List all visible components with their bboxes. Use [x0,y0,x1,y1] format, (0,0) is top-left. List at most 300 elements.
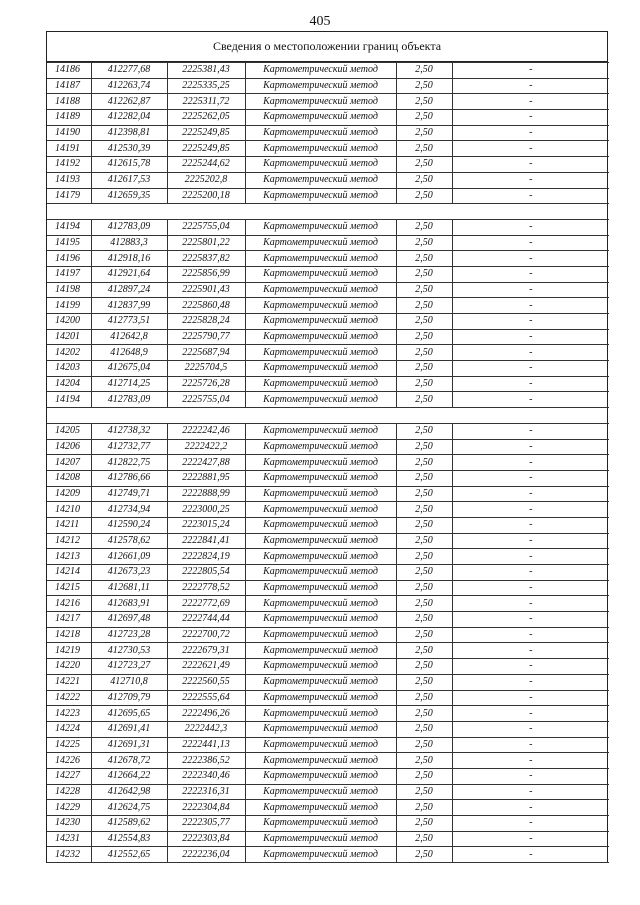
description-cell: - [452,392,609,408]
method-cell: Картометрический метод [245,455,396,471]
description-cell: - [452,533,609,549]
accuracy-cell: 2,50 [396,235,452,251]
table-row [47,219,609,235]
y-coordinate-cell: 2225381,43 [167,63,245,79]
point-number-cell: 14194 [47,392,91,408]
accuracy-cell: 2,50 [396,157,452,173]
point-number-cell: 14218 [47,627,91,643]
point-number-cell: 14223 [47,706,91,722]
x-coordinate-cell: 412783,09 [91,392,167,408]
y-coordinate-cell: 2222316,31 [167,784,245,800]
y-coordinate-cell: 2223000,25 [167,502,245,518]
y-coordinate-cell: 2222560,55 [167,674,245,690]
description-cell: - [452,188,609,204]
description-cell: - [452,345,609,361]
table-row [47,235,609,251]
point-number-cell: 14216 [47,596,91,612]
x-coordinate-cell: 412683,91 [91,596,167,612]
y-coordinate-cell: 2222841,41 [167,533,245,549]
method-cell: Картометрический метод [245,219,396,235]
x-coordinate-cell: 412661,09 [91,549,167,565]
description-cell: - [452,172,609,188]
point-number-cell: 14201 [47,329,91,345]
accuracy-cell: 2,50 [396,784,452,800]
x-coordinate-cell: 412398,81 [91,125,167,141]
table-row [47,188,609,204]
description-cell: - [452,376,609,392]
table-row [47,737,609,753]
description-cell: - [452,298,609,314]
point-number-cell: 14206 [47,439,91,455]
description-cell: - [452,78,609,94]
description-cell: - [452,831,609,847]
block-separator-row [47,204,609,220]
boundary-table-frame [46,31,608,863]
x-coordinate-cell: 412738,32 [91,423,167,439]
coordinates-table-body [47,63,609,863]
y-coordinate-cell: 2225755,04 [167,392,245,408]
y-coordinate-cell: 2225828,24 [167,314,245,330]
method-cell: Картометрический метод [245,392,396,408]
accuracy-cell: 2,50 [396,580,452,596]
point-number-cell: 14225 [47,737,91,753]
point-number-cell: 14205 [47,423,91,439]
y-coordinate-cell: 2225335,25 [167,78,245,94]
point-number-cell: 14200 [47,314,91,330]
y-coordinate-cell: 2222744,44 [167,612,245,628]
y-coordinate-cell: 2222700,72 [167,627,245,643]
y-coordinate-cell: 2222496,26 [167,706,245,722]
x-coordinate-cell: 412732,77 [91,439,167,455]
table-row [47,157,609,173]
accuracy-cell: 2,50 [396,94,452,110]
method-cell: Картометрический метод [245,376,396,392]
table-row [47,643,609,659]
table-row [47,847,609,863]
accuracy-cell: 2,50 [396,63,452,79]
x-coordinate-cell: 412675,04 [91,361,167,377]
x-coordinate-cell: 412710,8 [91,674,167,690]
point-number-cell: 14227 [47,768,91,784]
y-coordinate-cell: 2222305,77 [167,816,245,832]
table-row [47,392,609,408]
description-cell: - [452,659,609,675]
y-coordinate-cell: 2225249,85 [167,141,245,157]
method-cell: Картометрический метод [245,784,396,800]
accuracy-cell: 2,50 [396,141,452,157]
y-coordinate-cell: 2225790,77 [167,329,245,345]
description-cell: - [452,737,609,753]
point-number-cell: 14194 [47,219,91,235]
y-coordinate-cell: 2225856,99 [167,266,245,282]
table-row [47,831,609,847]
y-coordinate-cell: 2225202,8 [167,172,245,188]
method-cell: Картометрический метод [245,94,396,110]
y-coordinate-cell: 2222303,84 [167,831,245,847]
section-title: Сведения о местоположении границ объекта [47,32,607,62]
method-cell: Картометрический метод [245,643,396,659]
table-row [47,63,609,79]
accuracy-cell: 2,50 [396,643,452,659]
table-row [47,110,609,126]
point-number-cell: 14209 [47,486,91,502]
coordinates-table [47,62,609,863]
table-row [47,423,609,439]
description-cell: - [452,125,609,141]
point-number-cell: 14210 [47,502,91,518]
description-cell: - [452,612,609,628]
method-cell: Картометрический метод [245,549,396,565]
table-row [47,361,609,377]
point-number-cell: 14224 [47,721,91,737]
x-coordinate-cell: 412589,62 [91,816,167,832]
point-number-cell: 14211 [47,517,91,533]
table-row [47,690,609,706]
description-cell: - [452,753,609,769]
y-coordinate-cell: 2222824,19 [167,549,245,565]
table-row [47,659,609,675]
y-coordinate-cell: 2225726,28 [167,376,245,392]
y-coordinate-cell: 2222442,3 [167,721,245,737]
accuracy-cell: 2,50 [396,847,452,863]
method-cell: Картометрический метод [245,251,396,267]
description-cell: - [452,63,609,79]
method-cell: Картометрический метод [245,78,396,94]
point-number-cell: 14229 [47,800,91,816]
point-number-cell: 14199 [47,298,91,314]
description-cell: - [452,94,609,110]
point-number-cell: 14213 [47,549,91,565]
method-cell: Картометрический метод [245,314,396,330]
description-cell: - [452,282,609,298]
accuracy-cell: 2,50 [396,486,452,502]
table-row [47,549,609,565]
x-coordinate-cell: 412554,83 [91,831,167,847]
table-row [47,565,609,581]
point-number-cell: 14220 [47,659,91,675]
y-coordinate-cell: 2222441,13 [167,737,245,753]
x-coordinate-cell: 412262,87 [91,94,167,110]
point-number-cell: 14221 [47,674,91,690]
accuracy-cell: 2,50 [396,266,452,282]
point-number-cell: 14215 [47,580,91,596]
y-coordinate-cell: 2225801,22 [167,235,245,251]
table-row [47,627,609,643]
y-coordinate-cell: 2222427,88 [167,455,245,471]
y-coordinate-cell: 2222340,46 [167,768,245,784]
x-coordinate-cell: 412664,22 [91,768,167,784]
description-cell: - [452,235,609,251]
method-cell: Картометрический метод [245,423,396,439]
point-number-cell: 14214 [47,565,91,581]
table-row [47,298,609,314]
description-cell: - [452,439,609,455]
accuracy-cell: 2,50 [396,470,452,486]
table-row [47,784,609,800]
y-coordinate-cell: 2222304,84 [167,800,245,816]
point-number-cell: 14198 [47,282,91,298]
description-cell: - [452,627,609,643]
method-cell: Картометрический метод [245,816,396,832]
method-cell: Картометрический метод [245,188,396,204]
method-cell: Картометрический метод [245,125,396,141]
method-cell: Картометрический метод [245,596,396,612]
point-number-cell: 14179 [47,188,91,204]
table-row [47,376,609,392]
accuracy-cell: 2,50 [396,188,452,204]
description-cell: - [452,847,609,863]
method-cell: Картометрический метод [245,361,396,377]
method-cell: Картометрический метод [245,659,396,675]
accuracy-cell: 2,50 [396,517,452,533]
separator-cell [47,408,609,424]
accuracy-cell: 2,50 [396,361,452,377]
accuracy-cell: 2,50 [396,533,452,549]
method-cell: Картометрический метод [245,157,396,173]
table-row [47,533,609,549]
x-coordinate-cell: 412277,68 [91,63,167,79]
x-coordinate-cell: 412822,75 [91,455,167,471]
accuracy-cell: 2,50 [396,768,452,784]
method-cell: Картометрический метод [245,706,396,722]
description-cell: - [452,423,609,439]
x-coordinate-cell: 412897,24 [91,282,167,298]
y-coordinate-cell: 2222555,64 [167,690,245,706]
accuracy-cell: 2,50 [396,329,452,345]
x-coordinate-cell: 412783,09 [91,219,167,235]
table-row [47,329,609,345]
table-row [47,251,609,267]
description-cell: - [452,470,609,486]
description-cell: - [452,565,609,581]
x-coordinate-cell: 412714,25 [91,376,167,392]
x-coordinate-cell: 412678,72 [91,753,167,769]
method-cell: Картометрический метод [245,329,396,345]
method-cell: Картометрический метод [245,565,396,581]
table-row [47,596,609,612]
x-coordinate-cell: 412615,78 [91,157,167,173]
y-coordinate-cell: 2225262,05 [167,110,245,126]
method-cell: Картометрический метод [245,502,396,518]
point-number-cell: 14231 [47,831,91,847]
table-row [47,612,609,628]
accuracy-cell: 2,50 [396,282,452,298]
y-coordinate-cell: 2225311,72 [167,94,245,110]
accuracy-cell: 2,50 [396,753,452,769]
point-number-cell: 14192 [47,157,91,173]
method-cell: Картометрический метод [245,533,396,549]
x-coordinate-cell: 412282,04 [91,110,167,126]
accuracy-cell: 2,50 [396,439,452,455]
x-coordinate-cell: 412263,74 [91,78,167,94]
method-cell: Картометрический метод [245,172,396,188]
x-coordinate-cell: 412552,65 [91,847,167,863]
method-cell: Картометрический метод [245,612,396,628]
point-number-cell: 14217 [47,612,91,628]
method-cell: Картометрический метод [245,141,396,157]
method-cell: Картометрический метод [245,486,396,502]
table-row [47,94,609,110]
y-coordinate-cell: 2225244,62 [167,157,245,173]
description-cell: - [452,643,609,659]
accuracy-cell: 2,50 [396,172,452,188]
method-cell: Картометрический метод [245,580,396,596]
description-cell: - [452,329,609,345]
method-cell: Картометрический метод [245,800,396,816]
point-number-cell: 14212 [47,533,91,549]
table-row [47,502,609,518]
description-cell: - [452,706,609,722]
point-number-cell: 14203 [47,361,91,377]
description-cell: - [452,361,609,377]
description-cell: - [452,816,609,832]
point-number-cell: 14189 [47,110,91,126]
x-coordinate-cell: 412648,9 [91,345,167,361]
description-cell: - [452,486,609,502]
table-row [47,266,609,282]
point-number-cell: 14188 [47,94,91,110]
accuracy-cell: 2,50 [396,831,452,847]
table-row [47,800,609,816]
y-coordinate-cell: 2225687,94 [167,345,245,361]
y-coordinate-cell: 2222881,95 [167,470,245,486]
point-number-cell: 14186 [47,63,91,79]
method-cell: Картометрический метод [245,737,396,753]
x-coordinate-cell: 412691,41 [91,721,167,737]
table-row [47,141,609,157]
accuracy-cell: 2,50 [396,251,452,267]
method-cell: Картометрический метод [245,110,396,126]
method-cell: Картометрический метод [245,753,396,769]
accuracy-cell: 2,50 [396,376,452,392]
point-number-cell: 14207 [47,455,91,471]
y-coordinate-cell: 2225755,04 [167,219,245,235]
method-cell: Картометрический метод [245,690,396,706]
method-cell: Картометрический метод [245,298,396,314]
y-coordinate-cell: 2223015,24 [167,517,245,533]
method-cell: Картометрический метод [245,831,396,847]
x-coordinate-cell: 412590,24 [91,517,167,533]
description-cell: - [452,800,609,816]
y-coordinate-cell: 2222236,04 [167,847,245,863]
accuracy-cell: 2,50 [396,816,452,832]
accuracy-cell: 2,50 [396,627,452,643]
description-cell: - [452,517,609,533]
table-row [47,706,609,722]
table-row [47,125,609,141]
y-coordinate-cell: 2222422,2 [167,439,245,455]
accuracy-cell: 2,50 [396,110,452,126]
method-cell: Картометрический метод [245,674,396,690]
point-number-cell: 14232 [47,847,91,863]
table-row [47,345,609,361]
page-number: 405 [309,14,331,29]
x-coordinate-cell: 412918,16 [91,251,167,267]
accuracy-cell: 2,50 [396,596,452,612]
x-coordinate-cell: 412709,79 [91,690,167,706]
description-cell: - [452,502,609,518]
table-row [47,486,609,502]
point-number-cell: 14208 [47,470,91,486]
method-cell: Картометрический метод [245,470,396,486]
accuracy-cell: 2,50 [396,78,452,94]
description-cell: - [452,314,609,330]
x-coordinate-cell: 412697,48 [91,612,167,628]
x-coordinate-cell: 412773,51 [91,314,167,330]
point-number-cell: 14197 [47,266,91,282]
y-coordinate-cell: 2222778,52 [167,580,245,596]
y-coordinate-cell: 2225200,18 [167,188,245,204]
method-cell: Картометрический метод [245,721,396,737]
table-row [47,78,609,94]
table-row [47,517,609,533]
point-number-cell: 14222 [47,690,91,706]
point-number-cell: 14202 [47,345,91,361]
point-number-cell: 14187 [47,78,91,94]
accuracy-cell: 2,50 [396,737,452,753]
accuracy-cell: 2,50 [396,392,452,408]
x-coordinate-cell: 412659,35 [91,188,167,204]
method-cell: Картометрический метод [245,345,396,361]
accuracy-cell: 2,50 [396,612,452,628]
accuracy-cell: 2,50 [396,800,452,816]
x-coordinate-cell: 412837,99 [91,298,167,314]
method-cell: Картометрический метод [245,266,396,282]
x-coordinate-cell: 412921,64 [91,266,167,282]
description-cell: - [452,596,609,612]
table-row [47,455,609,471]
x-coordinate-cell: 412578,62 [91,533,167,549]
table-row [47,816,609,832]
x-coordinate-cell: 412730,53 [91,643,167,659]
point-number-cell: 14226 [47,753,91,769]
description-cell: - [452,784,609,800]
method-cell: Картометрический метод [245,439,396,455]
method-cell: Картометрический метод [245,627,396,643]
description-cell: - [452,549,609,565]
accuracy-cell: 2,50 [396,314,452,330]
accuracy-cell: 2,50 [396,219,452,235]
description-cell: - [452,455,609,471]
point-number-cell: 14219 [47,643,91,659]
point-number-cell: 14230 [47,816,91,832]
y-coordinate-cell: 2222621,49 [167,659,245,675]
point-number-cell: 14193 [47,172,91,188]
description-cell: - [452,768,609,784]
table-row [47,580,609,596]
x-coordinate-cell: 412681,11 [91,580,167,596]
y-coordinate-cell: 2222386,52 [167,753,245,769]
x-coordinate-cell: 412617,53 [91,172,167,188]
y-coordinate-cell: 2222242,46 [167,423,245,439]
method-cell: Картометрический метод [245,847,396,863]
x-coordinate-cell: 412642,8 [91,329,167,345]
point-number-cell: 14204 [47,376,91,392]
x-coordinate-cell: 412723,27 [91,659,167,675]
description-cell: - [452,721,609,737]
description-cell: - [452,219,609,235]
description-cell: - [452,690,609,706]
description-cell: - [452,674,609,690]
block-separator-row [47,408,609,424]
accuracy-cell: 2,50 [396,125,452,141]
x-coordinate-cell: 412673,23 [91,565,167,581]
y-coordinate-cell: 2225704,5 [167,361,245,377]
point-number-cell: 14195 [47,235,91,251]
table-row [47,172,609,188]
y-coordinate-cell: 2222805,54 [167,565,245,581]
method-cell: Картометрический метод [245,235,396,251]
